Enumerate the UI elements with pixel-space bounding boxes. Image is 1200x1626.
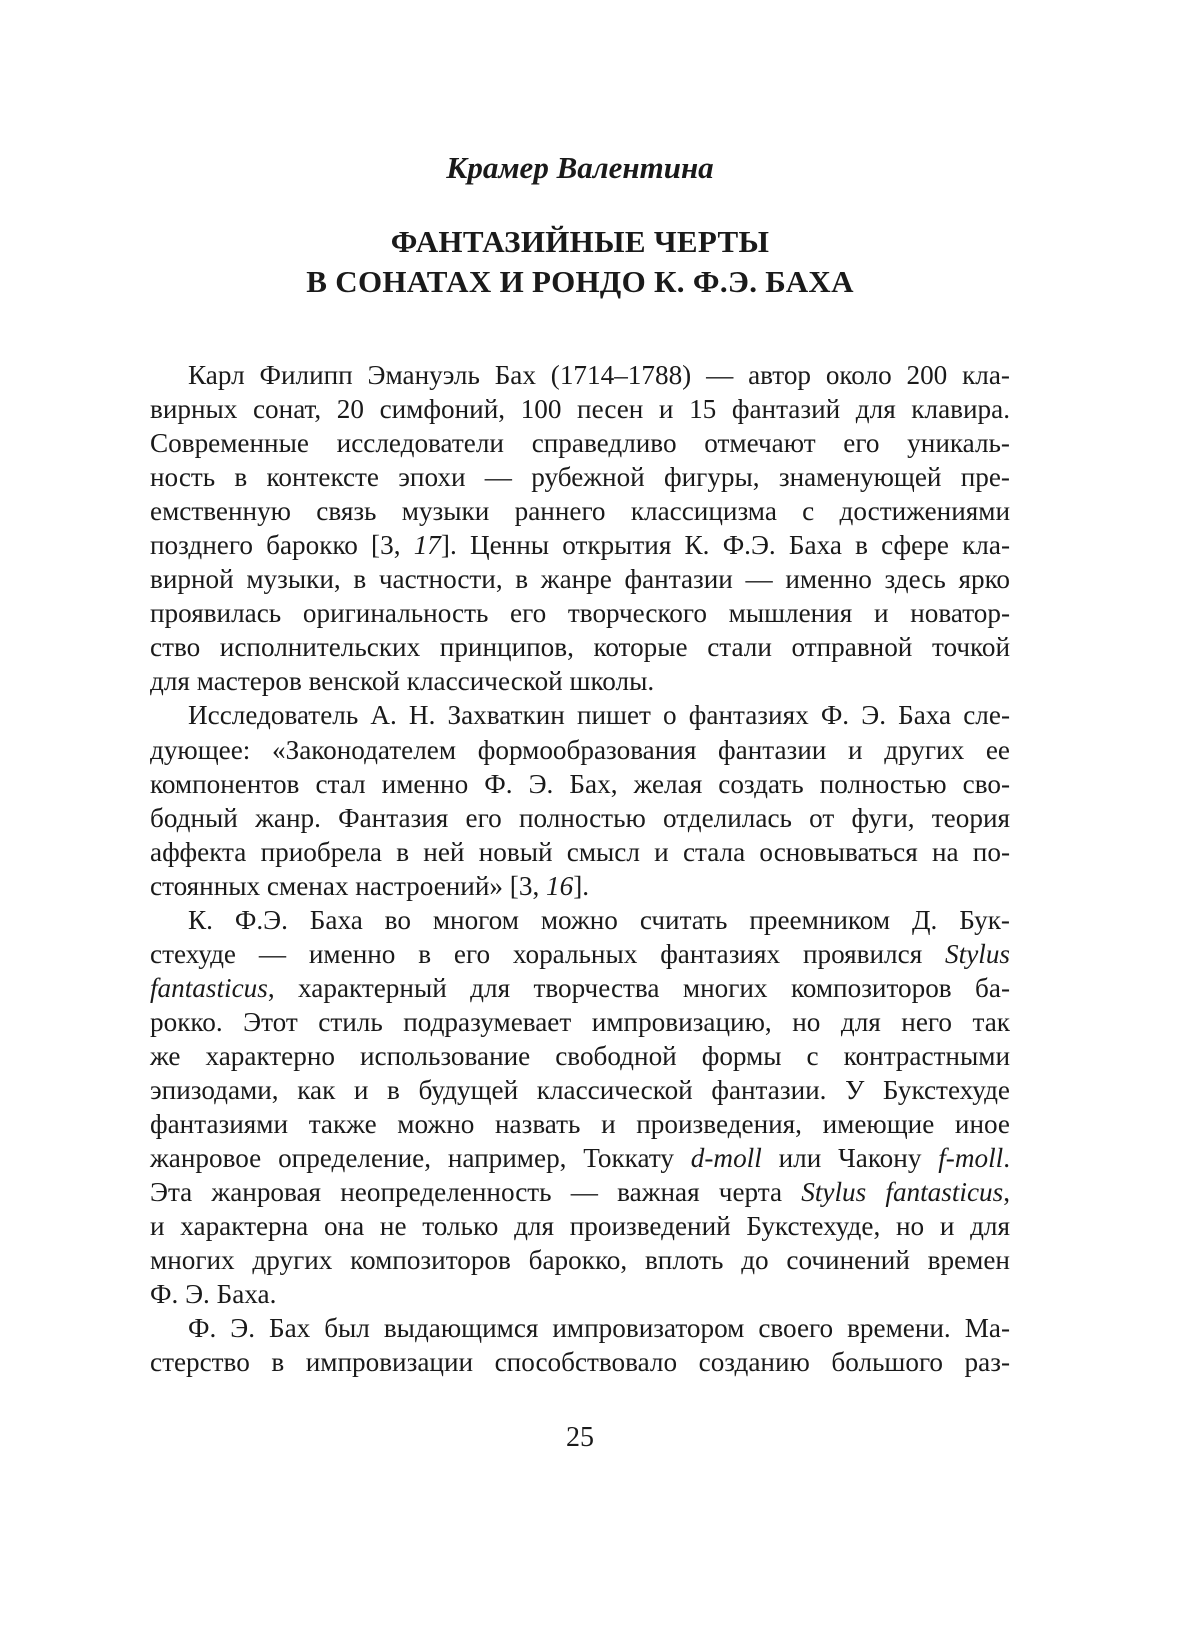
text-line [150,528,1010,562]
text-segment: или Чакону [761,1143,939,1174]
text-line: и характерна она не только для произведений Букстехуде, но и для [150,1211,1010,1242]
text-line: Современные исследователи справедливо отмечают его уникаль- [150,428,1010,459]
article-body [150,358,1010,1379]
text-line: для мастеров венской классической школы. [150,666,655,697]
article-title [150,222,1010,302]
text-line: бодный жанр. Фантазия его полностью отделилась от фуги, теория [150,802,1010,833]
citation-page: 16 [546,870,574,901]
text-line [150,869,1010,903]
citation-page: 17 [413,530,441,561]
paragraph-2 [150,698,1010,902]
text-segment: стоянных сменах настроений» [3, [150,870,547,901]
text-line: ность в контексте эпохи — рубежной фигуры, знаменующей пре- [150,462,1010,493]
text-line: жанровое определение, например, Токкату d-moll или Чакону f-moll. [150,1143,1010,1174]
text-line: дующее: «Законодателем формообразования фантазии и других ее [150,734,1010,765]
text-segment: ]. [573,870,590,901]
text-line: Эта жанровая неопределенность — важная черта Stylus fantasticus, [150,1177,1011,1208]
document-page [150,0,1010,1626]
text-line: Исследователь А. Н. Захваткин пишет о фантазиях Ф. Э. Баха сле- [188,700,1010,731]
paragraph-3 [150,903,1010,1312]
text-line: эпизодами, как и в будущей классической фантазии. У Букстехуде [150,1074,1010,1105]
text-segment: ]. Ценны открытия К. Ф.Э. Баха в сфере кла- [440,530,1010,561]
text-line: аффекта приобрела в ней новый смысл и стала основываться на по- [150,836,1010,867]
italic-term: Stylus fantasticus [801,1177,1004,1208]
text-line: рокко. Этот стиль подразумевает импровизацию, но для него так [150,1006,1010,1037]
text-line: ство исполнительских принципов, которые стали отправной точкой [150,632,1010,663]
text-line: емственную связь музыки раннего классицизма с достижениями [150,496,1010,527]
text-segment: , характерный для творчества многих композиторов ба- [267,972,1010,1003]
title-line-1: ФАНТАЗИЙНЫЕ ЧЕРТЫ [390,224,770,259]
italic-term: f-moll [938,1143,1004,1174]
title-line-2: В СОНАТАХ И РОНДО К. Ф.Э. БАХА [306,264,854,299]
text-segment: стехуде — именно в его хоральных фантазиях проявился [150,938,946,969]
italic-term: Stylus [945,938,1010,969]
italic-term: fantasticus [150,972,268,1003]
paragraph-1 [150,358,1010,698]
text-line: многих других композиторов барокко, вплоть до сочинений времен [150,1245,1010,1276]
italic-term: d-moll [690,1143,762,1174]
text-line: Ф. Э. Бах был выдающимся импровизатором своего времени. Ма- [188,1313,1010,1344]
text-segment: позднего барокко [3, [150,530,414,561]
text-line: же характерно использование свободной формы с контрастными [150,1040,1010,1071]
text-line: Ф. Э. Баха. [150,1279,277,1310]
paragraph-4 [150,1311,1010,1379]
text-line: проявилась оригинальность его творческого мышления и новатор- [150,598,1010,629]
text-line [150,971,1010,1005]
text-segment: Эта жанровая неопределенность — важная черта [150,1177,802,1208]
text-line: фантазиями также можно назвать и произведения, имеющие иное [150,1109,1010,1140]
page-number: 25 [566,1422,594,1453]
text-line: вирной музыки, в частности, в жанре фантазии — именно здесь ярко [150,564,1010,595]
text-segment: жанровое определение, например, Токкату [150,1143,691,1174]
text-line: Карл Филипп Эмануэль Бах (1714–1788) — автор около 200 кла- [188,360,1010,390]
text-line: вирных сонат, 20 симфоний, 100 песен и 15 фантазий для клавира. [150,394,1010,425]
text-line [150,937,1010,971]
text-line: К. Ф.Э. Баха во многом можно считать преемником Д. Бук- [188,904,1010,935]
text-line: стерство в импровизации способствовало созданию большого раз- [150,1347,1010,1378]
text-line: компонентов стал именно Ф. Э. Бах, желая создать полностью сво- [150,768,1010,799]
article-author: Крамер Валентина [446,150,714,185]
